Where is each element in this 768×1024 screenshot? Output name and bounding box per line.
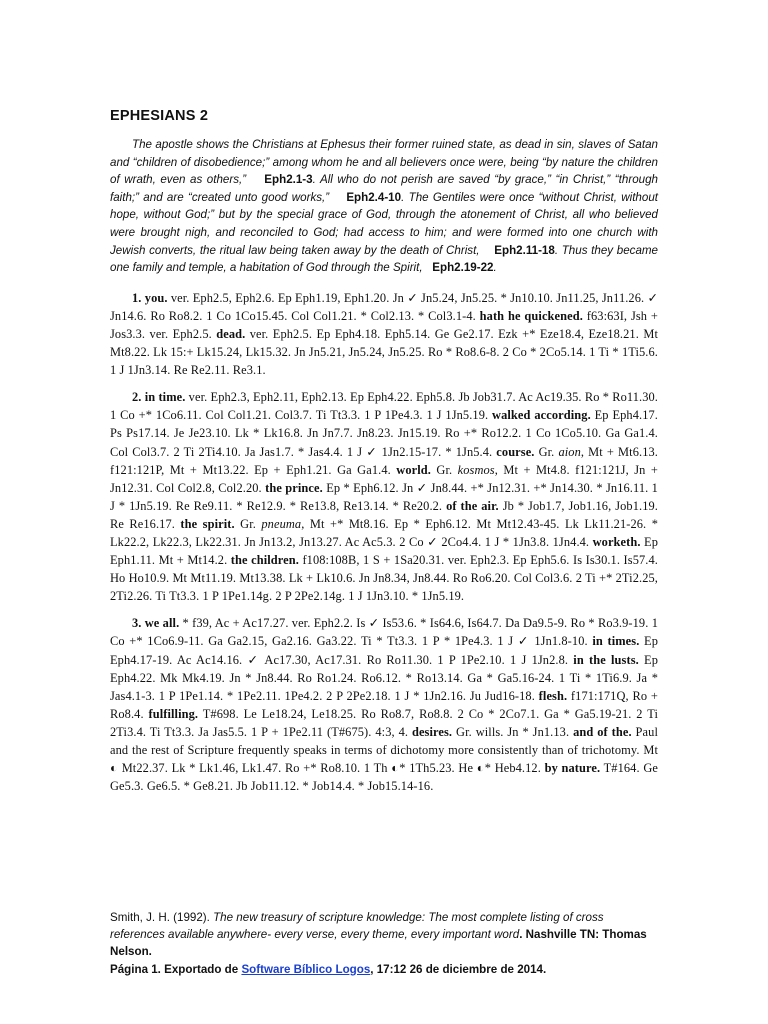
verse-entry-1: 1. you. ver. Eph2.5, Eph2.6. Ep Eph1.19, Eph1.20. Jn ✓ Jn5.24, Jn5.25. * Jn10.10. Jn11.25, Jn11.26. ✓ Jn14.6. Ro Ro8.2. 1 Co 1Co15.45. Col Col1.21. * Col2.13. * Col3.1-4. hath he quickened. f63:63I, Jsh + Jos3.3. ver. Eph2.5. dead. ver. Eph2.5. Ep Eph4.18. Eph5.14. Ge Ge2.17. Ezk +* Eze18.4, Eze18.21. Mt Mt8.22. Lk 15:+ Lk15.24, Lk15.32. Jn Jn5.21, Jn5.24, Jn5.25. Ro * Ro8.6-8. 2 Co * 2Co5.14. 1 Ti * 1Ti5.6. 1 J 1Jn3.14. Re Re2.11. Re3.1.	[110, 290, 658, 378]
scripture-reference: Eph2.19-22	[432, 261, 494, 275]
citation-footer	[110, 909, 658, 978]
chapter-summary: The apostle shows the Christians at Ephesus their former ruined state, as dead in sin, slaves of Satan and “children of disobedience;” among whom he and all believers once were, being “by nature the children of wrath, even as others,” Eph2.1-3. All who do not perish are saved “by grace,” “in Christ,” “through faith;” and are “created unto good works,” Eph2.4-10. The Gentiles were once “without Christ, without hope, without God;” but by the special grace of God, through the atonement of Christ, all who believed were brought nigh, and reconciled to God; had access to him; and were formed into one church with Jewish converts, the ritual law being taken away by the death of Christ, Eph2.11-18. Thus they became one family and temple, a habitation of God through the Spirit, Eph2.19-22.	[110, 138, 659, 275]
logos-software-link[interactable]: Software Bíblico Logos	[241, 962, 371, 976]
scripture-reference: Eph2.4-10	[346, 190, 402, 204]
scripture-reference: Eph2.11-18	[494, 243, 555, 257]
book-title: The new treasury of scripture knowledge: The most complete listing of cross references available anywhere- every verse, every theme, every important word	[110, 911, 604, 942]
verse-entry-3: 3. we all. * f39, Ac + Ac17.27. ver. Eph2.2. Is ✓ Is53.6. * Is64.6, Is64.7. Da Da9.5-9. Ro * Ro3.9-19. 1 Co +* 1Co6.9-11. Ga Ga2.15, Ga2.16. Ga3.22. Ti * Tt3.3. 1 P * 1Pe4.3. 1 J ✓ 1Jn1.8-10. in times. Ep Eph4.17-19. Ac Ac14.16. ✓ Ac17.30, Ac17.31. Ro Ro11.30. 1 P 1Pe2.10. 1 J 1Jn2.8. in the lusts. Ep Eph4.22. Mk Mk4.19. Jn * Jn8.44. Ro Ro1.24. Ro6.12. * Ro13.14. Ga * Ga5.16-24. 1 Ti * 1Ti6.9. Ja * Jas4.1-3. 1 P 1Pe1.14. * 1Pe2.11. 1Pe4.2. 2 P 2Pe2.18. 1 J * 1Jn2.16. Ju Jud16-18. flesh. f171:171Q, Ro + Ro8.4. fulfilling. T#698. Le Le18.24, Le18.25. Ro Ro8.7, Ro8.8. 2 Co * 2Co7.1. Ga * Ga5.19-21. 2 Ti 2Ti3.4. Ti Tt3.3. Ja Jas5.5. 1 P + 1Pe2.11 (T#675). 4:3, 4. desires. Gr. wills. Jn * Jn1.13. and of the. Paul and the rest of Scripture frequently speaks in terms of dichotomy more consistently than of trichotomy. Mt ◐ Mt22.37. Lk * Lk1.46, Lk1.47. Ro +* Ro8.10. 1 Th ◐* 1Th5.23. He ◐* Heb4.12. by nature. T#164. Ge Ge5.3. Ge6.5. * Ge8.21. Jb Job11.12. * Job14.4. * Job15.14-16.	[110, 616, 658, 794]
verse-entry-2: 2. in time. ver. Eph2.3, Eph2.11, Eph2.13. Ep Eph4.22. Eph5.8. Jb Job31.7. Ac Ac19.35. Ro * Ro11.30. 1 Co +* 1Co6.11. Col Col1.21. Col3.7. Ti Tt3.3. 1 P 1Pe4.3. 1 J 1Jn5.19. walked according. Ep Eph4.17. Ps Ps17.14. Je Je23.10. Lk * Lk16.8. Jn Jn7.7. Jn8.23. Jn15.19. Ro +* Ro12.2. 1 Co 1Co5.10. Ga Ga1.4. Col Col3.7. 2 Ti 2Ti4.10. Ja Jas1.7. * Jas4.4. 1 J ✓ 1Jn2.15-17. * 1Jn5.4. course. Gr. aion, Mt + Mt6.13. f121:121P, Mt + Mt13.22. Ep + Eph1.21. Ga Ga1.4. world. Gr. kosmos, Mt + Mt4.8. f121:121J, Jn + Jn12.31. Col Col2.8, Col2.20. the prince. Ep * Eph6.12. Jn ✓ Jn8.44. +* Jn12.31. +* Jn14.30. * Jn16.11. 1 J * 1Jn5.19. Re Re9.11. * Re12.9. * Re13.8, Re13.14. * Re20.2. of the air. Jb * Job1.7, Job1.16, Job1.19. Re Re16.17. the spirit. Gr. pneuma, Mt +* Mt8.16. Ep * Eph6.12. Mt Mt12.43-45. Lk Lk11.21-26. * Lk22.2, Lk22.3, Lk22.31. Jn Jn13.2, Jn13.27. Ac Ac5.3. 2 Co ✓ 2Co4.4. 1 J * 1Jn3.8. 1Jn4.4. worketh. Ep Eph1.11. Mt + Mt14.2. the children. f108:108B, 1 S + 1Sa20.31. ver. Eph2.3. Ep Eph5.6. Is Is30.1. Is57.4. Ho Ho10.9. Mt Mt11.19. Mt13.38. Lk + Lk10.6. Jn Jn8.34, Jn8.44. Ro Ro6.20. Col Col3.6. 2 Ti +* 2Ti2.25, 2Ti2.26. Ti Tt3.3. 1 P 1Pe1.14g. 2 P 2Pe2.14g. 1 J 1Jn3.10. * 1Jn5.19.	[110, 390, 659, 604]
scripture-reference: Eph2.1-3	[264, 173, 313, 187]
document-page	[110, 108, 658, 804]
citation: Smith, J. H. (1992). The new treasury of scripture knowledge: The most complete listing of cross references available anywhere- every verse, every theme, every important word. Nashville TN: Thomas Nelson.	[110, 911, 647, 959]
export-line: Página 1. Exportado de Software Bíblico Logos, 17:12 26 de diciembre de 2014.	[110, 962, 547, 976]
page-title: EPHESIANS 2	[110, 108, 209, 124]
